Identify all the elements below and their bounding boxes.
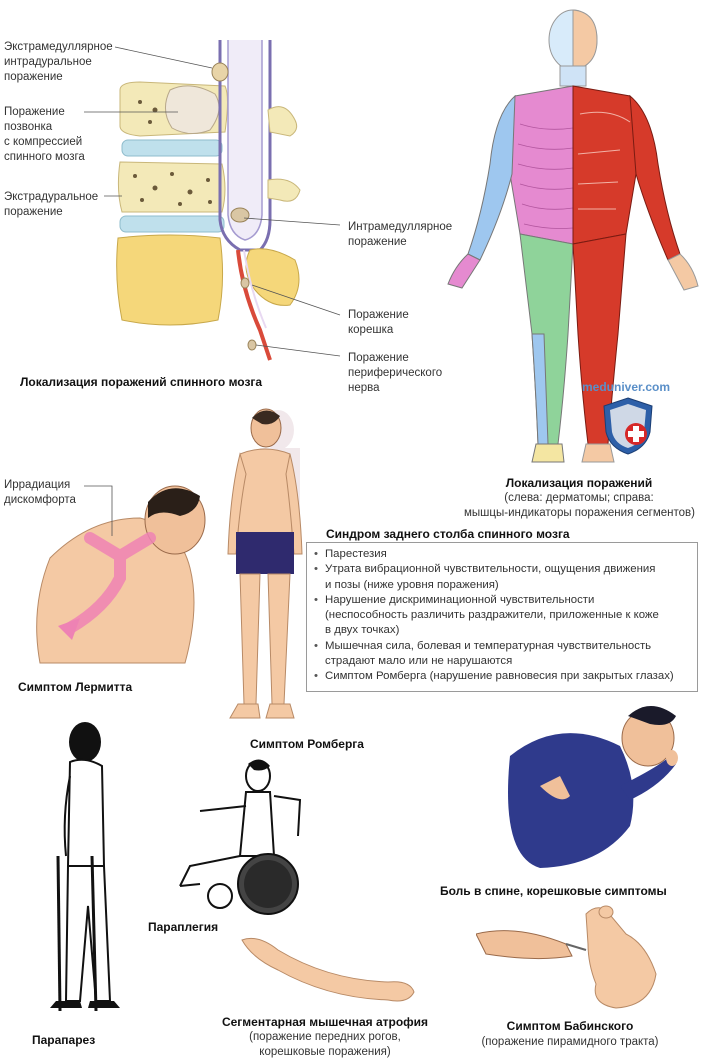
paraparesis-caption: Парапарез	[32, 1033, 96, 1047]
list-item: • Мышечная сила, болевая и температурная чувствительность страдают мало или не нарушаются	[323, 639, 691, 670]
label-vertebra: Поражение позвонка с компрессией спинного мозга	[4, 106, 85, 163]
paraplegia-figure	[170, 756, 310, 916]
lhermitte-caption: Симптом Лермитта	[18, 680, 133, 694]
babinski-subcaption: (поражение пирамидного тракта)	[481, 1036, 659, 1048]
back-pain-figure	[500, 696, 690, 876]
label-extramedullary: Экстрамедуллярное интрадуральное поражение	[4, 41, 113, 83]
label-intramedullary: Интрамедуллярное поражение	[348, 221, 453, 248]
babinski-caption: Симптом Бабинского	[506, 1019, 634, 1033]
list-item: • Симптом Ромберга (нарушение равновесия при закрытых глазах)	[323, 669, 691, 684]
list-item: • Утрата вибрационной чувствительности, ощущения движения и позы (ниже уровня поражения)	[323, 562, 691, 593]
watermark-shield-icon	[602, 396, 654, 456]
romberg-caption: Симптом Ромберга	[250, 737, 364, 751]
paraparesis-figure	[40, 716, 140, 1016]
babinski-figure	[476, 904, 676, 1014]
label-nerve: Поражение периферического нерва	[348, 352, 443, 394]
syndrome-title: Синдром заднего столба спинного мозга	[326, 527, 570, 541]
atrophy-caption: Сегментарная мышечная атрофия	[221, 1015, 429, 1029]
list-item: • Парестезия	[323, 547, 691, 562]
paraplegia-caption: Параплегия	[148, 920, 219, 934]
syndrome-list	[313, 547, 691, 685]
romberg-figure	[210, 404, 310, 730]
label-irradiation: Иррадиация дискомфорта	[4, 479, 76, 506]
label-extradural: Экстрадуральное поражение	[4, 191, 99, 218]
list-item: • Нарушение дискриминационной чувствительности (неспособность различить раздражители, приложенные к коже в двух точках)	[323, 593, 691, 639]
atrophy-subcaption: (поражение передних рогов, корешковые поражения)	[249, 1031, 401, 1058]
spine-caption: Локализация поражений спинного мозга	[20, 375, 263, 389]
label-root: Поражение корешка	[348, 309, 409, 336]
back-pain-caption: Боль в спине, корешковые симптомы	[440, 884, 667, 898]
syndrome-box	[306, 542, 698, 692]
body-map-subtitle: (слева: дерматомы; справа: мышцы-индикаторы поражения сегментов)	[464, 492, 695, 519]
atrophy-arm-figure	[238, 930, 418, 1010]
body-map-title: Локализация поражений	[505, 476, 653, 490]
body-map-figure	[440, 4, 700, 472]
watermark-text: meduniver.com	[582, 380, 671, 394]
